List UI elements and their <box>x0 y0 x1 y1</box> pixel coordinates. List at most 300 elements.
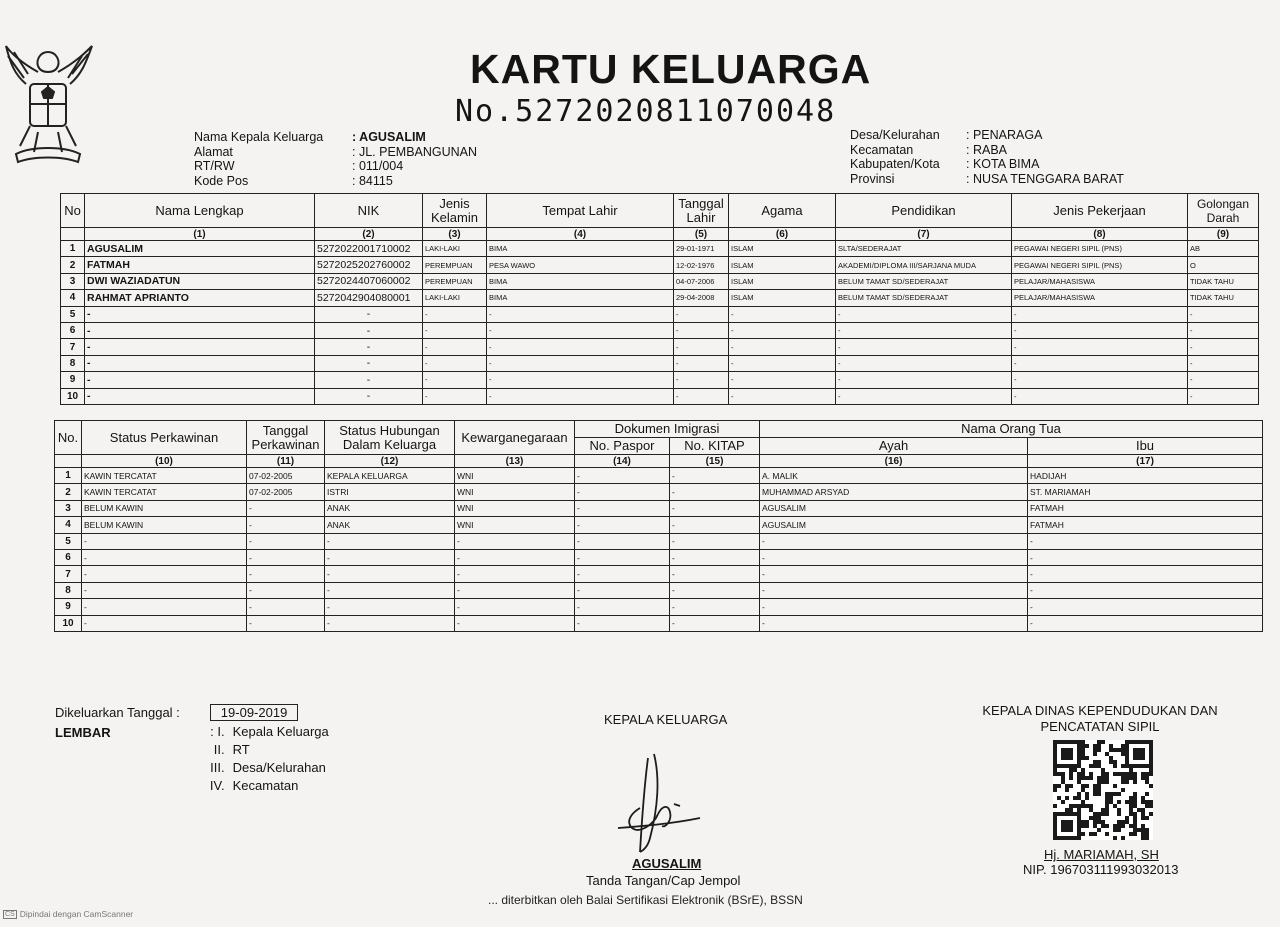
member-no: 10 <box>61 388 85 404</box>
member-name: - <box>85 355 315 371</box>
member-passport: - <box>575 468 670 484</box>
official-name: Hj. MARIAMAH, SH <box>1044 847 1159 862</box>
copy-recipient: RT <box>232 742 250 757</box>
scanner-watermark <box>3 909 133 919</box>
info-label: Kode Pos <box>194 173 249 188</box>
family-card-number: No.5272020811070048 <box>455 94 837 129</box>
column-number: (6) <box>729 228 836 241</box>
member-relationship: - <box>325 566 455 582</box>
province-value: : NUSA TENGGARA BARAT <box>966 172 1124 187</box>
member-father: A. MALIK <box>760 468 1028 484</box>
member-gender: PEREMPUAN <box>423 257 487 273</box>
member-nik: - <box>315 355 423 371</box>
member-blood-type: - <box>1188 306 1259 322</box>
member-citizenship: WNI <box>455 517 575 533</box>
member-birthplace: BIMA <box>487 273 674 289</box>
member-citizenship: - <box>455 582 575 598</box>
member-gender: - <box>423 372 487 388</box>
member-birthdate: 29-01-1971 <box>674 241 729 257</box>
member-mother: - <box>1028 615 1263 631</box>
table-row <box>61 290 1259 306</box>
copy-recipient: Desa/Kelurahan <box>232 760 326 775</box>
copy-roman: IV. <box>209 778 225 793</box>
member-education: - <box>836 322 1012 338</box>
member-name: AGUSALIM <box>85 241 315 257</box>
scanner-note: Dipindai dengan CamScanner <box>19 909 134 919</box>
village-value: : PENARAGA <box>966 128 1042 143</box>
document-title: KARTU KELUARGA <box>470 46 872 92</box>
member-father: - <box>760 615 1028 631</box>
member-religion: ISLAM <box>729 257 836 273</box>
info-label: RT/RW <box>194 159 235 173</box>
garuda-emblem-icon <box>0 42 96 166</box>
table-row <box>61 388 1259 404</box>
column-number-row <box>61 228 1259 241</box>
member-marriage-date: - <box>247 582 325 598</box>
column-number <box>61 228 85 241</box>
col-header-birthplace: Tempat Lahir <box>487 194 674 228</box>
member-mother: - <box>1028 549 1263 565</box>
member-marriage-date: 07-02-2005 <box>247 484 325 500</box>
col-header-no: No <box>61 194 85 228</box>
table-row <box>55 582 1263 598</box>
member-marital-status: - <box>82 566 247 582</box>
col-header-no2: No. <box>55 421 82 455</box>
column-number: (15) <box>670 455 760 468</box>
member-birthdate: - <box>674 339 729 355</box>
member-kitap: - <box>670 517 760 533</box>
member-marriage-date: - <box>247 549 325 565</box>
col-header-immigration: Dokumen Imigrasi <box>575 421 760 438</box>
member-education: BELUM TAMAT SD/SEDERAJAT <box>836 273 1012 289</box>
member-father: AGUSALIM <box>760 517 1028 533</box>
member-passport: - <box>575 500 670 516</box>
member-relationship: KEPALA KELUARGA <box>325 468 455 484</box>
member-father: - <box>760 549 1028 565</box>
member-citizenship: - <box>455 599 575 615</box>
member-marital-status: KAWIN TERCATAT <box>82 484 247 500</box>
member-passport: - <box>575 566 670 582</box>
column-number: (5) <box>674 228 729 241</box>
member-religion: - <box>729 355 836 371</box>
member-marital-status: BELUM KAWIN <box>82 500 247 516</box>
family-members-table <box>60 193 1259 405</box>
member-education: BELUM TAMAT SD/SEDERAJAT <box>836 290 1012 306</box>
table-row <box>61 322 1259 338</box>
col-header-blood-type: Golongan Darah <box>1188 194 1259 228</box>
member-kitap: - <box>670 533 760 549</box>
col-header-citizenship: Kewarganegaraan <box>455 421 575 455</box>
member-nik: 5272024407060002 <box>315 273 423 289</box>
info-label: Kecamatan <box>850 142 914 157</box>
issued-date: 19-09-2019 <box>210 704 299 721</box>
copy-roman: III. <box>210 760 225 775</box>
member-birthdate: 04-07-2006 <box>674 273 729 289</box>
member-citizenship: WNI <box>455 500 575 516</box>
member-no: 9 <box>61 372 85 388</box>
member-religion: - <box>729 306 836 322</box>
member-mother: FATMAH <box>1028 517 1263 533</box>
member-birthplace: - <box>487 322 674 338</box>
col-header-religion: Agama <box>729 194 836 228</box>
info-label: Alamat <box>194 144 233 159</box>
table-row <box>55 599 1263 615</box>
info-label: Kabupaten/Kota <box>850 157 940 171</box>
member-name: RAHMAT APRIANTO <box>85 290 315 306</box>
member-nik: - <box>315 306 423 322</box>
table-row <box>61 257 1259 273</box>
member-nik: - <box>315 372 423 388</box>
member-blood-type: - <box>1188 355 1259 371</box>
member-no: 8 <box>55 582 82 598</box>
city-value: : KOTA BIMA <box>966 157 1039 172</box>
info-label: Nama Kepala Keluarga <box>194 130 324 144</box>
signature-icon <box>614 748 704 858</box>
member-kitap: - <box>670 500 760 516</box>
member-name: - <box>85 388 315 404</box>
column-number: (11) <box>247 455 325 468</box>
member-occupation: PELAJAR/MAHASISWA <box>1012 273 1188 289</box>
table-row <box>61 241 1259 257</box>
member-education: - <box>836 306 1012 322</box>
member-relationship: ANAK <box>325 517 455 533</box>
member-gender: LAKI-LAKI <box>423 290 487 306</box>
member-occupation: PEGAWAI NEGERI SIPIL (PNS) <box>1012 257 1188 273</box>
postal-code-value: : 84115 <box>352 174 393 189</box>
member-no: 3 <box>55 500 82 516</box>
copy-distribution-list <box>199 723 329 795</box>
member-occupation: PELAJAR/MAHASISWA <box>1012 290 1188 306</box>
header-info-left <box>194 130 477 188</box>
member-marital-status: - <box>82 549 247 565</box>
member-name: FATMAH <box>85 257 315 273</box>
member-occupation: - <box>1012 388 1188 404</box>
member-no: 1 <box>61 241 85 257</box>
member-gender: LAKI-LAKI <box>423 241 487 257</box>
member-occupation: - <box>1012 372 1188 388</box>
member-no: 2 <box>55 484 82 500</box>
member-citizenship: - <box>455 615 575 631</box>
table-row <box>55 533 1263 549</box>
column-number: (14) <box>575 455 670 468</box>
member-religion: - <box>729 388 836 404</box>
member-education: - <box>836 355 1012 371</box>
member-gender: - <box>423 388 487 404</box>
member-marriage-date: - <box>247 566 325 582</box>
member-marital-status: - <box>82 582 247 598</box>
member-kitap: - <box>670 599 760 615</box>
member-occupation: - <box>1012 322 1188 338</box>
member-marriage-date: 07-02-2005 <box>247 468 325 484</box>
member-education: - <box>836 372 1012 388</box>
member-relationship: ISTRI <box>325 484 455 500</box>
column-number: (12) <box>325 455 455 468</box>
col-header-passport: No. Paspor <box>575 438 670 455</box>
table-row <box>61 306 1259 322</box>
member-passport: - <box>575 615 670 631</box>
official-title: KEPALA DINAS KEPENDUDUKAN DAN PENCATATAN SIPIL <box>982 703 1218 734</box>
member-birthplace: - <box>487 372 674 388</box>
member-passport: - <box>575 549 670 565</box>
member-marriage-date: - <box>247 533 325 549</box>
table-row <box>55 566 1263 582</box>
col-header-gender: Jenis Kelamin <box>423 194 487 228</box>
member-blood-type: - <box>1188 339 1259 355</box>
official-nip: NIP. 196703111993032013 <box>1023 862 1179 877</box>
member-birthdate: - <box>674 355 729 371</box>
member-marital-status: BELUM KAWIN <box>82 517 247 533</box>
member-marital-status: - <box>82 533 247 549</box>
column-number: (4) <box>487 228 674 241</box>
copy-roman: II. <box>213 742 225 757</box>
member-blood-type: - <box>1188 388 1259 404</box>
member-no: 2 <box>61 257 85 273</box>
member-marriage-date: - <box>247 615 325 631</box>
column-number: (8) <box>1012 228 1188 241</box>
member-citizenship: WNI <box>455 468 575 484</box>
member-blood-type: - <box>1188 372 1259 388</box>
member-father: MUHAMMAD ARSYAD <box>760 484 1028 500</box>
member-relationship: - <box>325 582 455 598</box>
column-number <box>55 455 82 468</box>
member-name: - <box>85 322 315 338</box>
table-row <box>55 484 1263 500</box>
member-occupation: - <box>1012 306 1188 322</box>
table-row <box>61 273 1259 289</box>
table-row <box>55 615 1263 631</box>
member-no: 5 <box>55 533 82 549</box>
member-occupation: - <box>1012 339 1188 355</box>
qr-code-icon <box>1048 740 1158 840</box>
signature-caption: Tanda Tangan/Cap Jempol <box>586 873 741 888</box>
col-header-kitap: No. KITAP <box>670 438 760 455</box>
member-no: 6 <box>61 322 85 338</box>
member-birthplace: BIMA <box>487 241 674 257</box>
member-birthdate: - <box>674 322 729 338</box>
member-citizenship: - <box>455 533 575 549</box>
camscanner-logo-icon: CS <box>5 910 15 918</box>
header-info-right <box>850 128 1124 186</box>
bsre-certificate-note: ... diterbitkan oleh Balai Sertifikasi Elektronik (BSrE), BSSN <box>488 893 803 907</box>
member-name: - <box>85 339 315 355</box>
member-mother: - <box>1028 566 1263 582</box>
member-birthplace: - <box>487 388 674 404</box>
table-row <box>55 549 1263 565</box>
table-row <box>55 468 1263 484</box>
member-birthplace: BIMA <box>487 290 674 306</box>
table-row <box>55 517 1263 533</box>
member-citizenship: - <box>455 566 575 582</box>
rt-rw-value: : 011/004 <box>352 159 403 174</box>
member-kitap: - <box>670 549 760 565</box>
column-number: (16) <box>760 455 1028 468</box>
head-of-family-title: KEPALA KELUARGA <box>604 712 728 727</box>
member-no: 9 <box>55 599 82 615</box>
member-birthplace: - <box>487 355 674 371</box>
member-blood-type: TIDAK TAHU <box>1188 290 1259 306</box>
member-mother: - <box>1028 533 1263 549</box>
member-nik: - <box>315 322 423 338</box>
issued-label: Dikeluarkan Tanggal : <box>55 705 180 720</box>
member-no: 8 <box>61 355 85 371</box>
member-relationship: - <box>325 599 455 615</box>
district-value: : RABA <box>966 143 1007 158</box>
member-kitap: - <box>670 615 760 631</box>
member-nik: - <box>315 339 423 355</box>
member-passport: - <box>575 484 670 500</box>
col-header-father: Ayah <box>760 438 1028 455</box>
member-no: 7 <box>61 339 85 355</box>
member-birthplace: - <box>487 339 674 355</box>
member-religion: ISLAM <box>729 290 836 306</box>
member-relationship: - <box>325 549 455 565</box>
member-father: AGUSALIM <box>760 500 1028 516</box>
column-number-row <box>55 455 1263 468</box>
member-passport: - <box>575 582 670 598</box>
member-citizenship: WNI <box>455 484 575 500</box>
col-header-marriage-date: Tanggal Perkawinan <box>247 421 325 455</box>
member-relationship: ANAK <box>325 500 455 516</box>
member-education: - <box>836 388 1012 404</box>
member-mother: HADIJAH <box>1028 468 1263 484</box>
member-blood-type: - <box>1188 322 1259 338</box>
member-birthdate: - <box>674 306 729 322</box>
address-value: : JL. PEMBANGUNAN <box>352 145 477 160</box>
table-row <box>55 500 1263 516</box>
member-nik: 5272042904080001 <box>315 290 423 306</box>
member-mother: - <box>1028 599 1263 615</box>
member-no: 7 <box>55 566 82 582</box>
copy-roman: : I. <box>210 724 225 739</box>
member-citizenship: - <box>455 549 575 565</box>
member-mother: FATMAH <box>1028 500 1263 516</box>
member-birthdate: 12-02-1976 <box>674 257 729 273</box>
member-birthdate: - <box>674 372 729 388</box>
member-occupation: PEGAWAI NEGERI SIPIL (PNS) <box>1012 241 1188 257</box>
member-father: - <box>760 599 1028 615</box>
table-row <box>61 372 1259 388</box>
col-header-occupation: Jenis Pekerjaan <box>1012 194 1188 228</box>
member-marriage-date: - <box>247 500 325 516</box>
copy-recipient: Kecamatan <box>232 778 299 793</box>
table-row <box>61 339 1259 355</box>
member-birthdate: - <box>674 388 729 404</box>
member-father: - <box>760 582 1028 598</box>
member-father: - <box>760 533 1028 549</box>
member-nik: - <box>315 388 423 404</box>
col-header-name: Nama Lengkap <box>85 194 315 228</box>
member-no: 4 <box>55 517 82 533</box>
member-birthdate: 29-04-2008 <box>674 290 729 306</box>
member-nik: 5272025202760002 <box>315 257 423 273</box>
member-name: - <box>85 306 315 322</box>
member-education: - <box>836 339 1012 355</box>
member-education: AKADEMI/DIPLOMA III/SARJANA MUDA <box>836 257 1012 273</box>
table-row <box>61 355 1259 371</box>
info-label: Desa/Kelurahan <box>850 128 940 142</box>
member-education: SLTA/SEDERAJAT <box>836 241 1012 257</box>
member-religion: - <box>729 339 836 355</box>
member-no: 5 <box>61 306 85 322</box>
head-of-family-value: : AGUSALIM <box>352 130 426 145</box>
member-kitap: - <box>670 582 760 598</box>
member-religion: - <box>729 322 836 338</box>
column-number: (17) <box>1028 455 1263 468</box>
member-religion: ISLAM <box>729 241 836 257</box>
column-number: (1) <box>85 228 315 241</box>
member-birthplace: PESA WAWO <box>487 257 674 273</box>
member-birthplace: - <box>487 306 674 322</box>
member-gender: - <box>423 355 487 371</box>
member-religion: ISLAM <box>729 273 836 289</box>
col-header-education: Pendidikan <box>836 194 1012 228</box>
member-kitap: - <box>670 468 760 484</box>
member-gender: - <box>423 339 487 355</box>
member-relationship: - <box>325 615 455 631</box>
member-father: - <box>760 566 1028 582</box>
member-kitap: - <box>670 484 760 500</box>
copy-recipient: Kepala Keluarga <box>232 724 329 739</box>
member-blood-type: O <box>1188 257 1259 273</box>
member-passport: - <box>575 599 670 615</box>
member-gender: - <box>423 322 487 338</box>
col-header-parents: Nama Orang Tua <box>760 421 1263 438</box>
member-marriage-date: - <box>247 517 325 533</box>
member-gender: PEREMPUAN <box>423 273 487 289</box>
column-number: (9) <box>1188 228 1259 241</box>
member-occupation: - <box>1012 355 1188 371</box>
member-mother: - <box>1028 582 1263 598</box>
column-number: (7) <box>836 228 1012 241</box>
col-header-birthdate: Tanggal Lahir <box>674 194 729 228</box>
member-marital-status: - <box>82 599 247 615</box>
member-blood-type: AB <box>1188 241 1259 257</box>
info-label: Provinsi <box>850 171 895 186</box>
member-relationship: - <box>325 533 455 549</box>
member-no: 3 <box>61 273 85 289</box>
member-religion: - <box>729 372 836 388</box>
col-header-marital-status: Status Perkawinan <box>82 421 247 455</box>
issue-info <box>55 704 329 795</box>
member-marriage-date: - <box>247 599 325 615</box>
col-header-mother: Ibu <box>1028 438 1263 455</box>
member-nik: 5272022001710002 <box>315 241 423 257</box>
civil-status-table <box>54 420 1263 632</box>
member-passport: - <box>575 517 670 533</box>
col-header-nik: NIK <box>315 194 423 228</box>
column-number: (13) <box>455 455 575 468</box>
column-number: (10) <box>82 455 247 468</box>
member-marital-status: - <box>82 615 247 631</box>
member-kitap: - <box>670 566 760 582</box>
column-number: (2) <box>315 228 423 241</box>
member-blood-type: TIDAK TAHU <box>1188 273 1259 289</box>
member-name: - <box>85 372 315 388</box>
column-number: (3) <box>423 228 487 241</box>
member-passport: - <box>575 533 670 549</box>
member-marital-status: KAWIN TERCATAT <box>82 468 247 484</box>
member-no: 10 <box>55 615 82 631</box>
member-no: 1 <box>55 468 82 484</box>
lembar-label: LEMBAR <box>55 725 111 740</box>
member-mother: ST. MARIAMAH <box>1028 484 1263 500</box>
member-no: 6 <box>55 549 82 565</box>
member-no: 4 <box>61 290 85 306</box>
member-gender: - <box>423 306 487 322</box>
head-of-family-name: AGUSALIM <box>632 856 702 871</box>
col-header-relationship: Status Hubungan Dalam Keluarga <box>325 421 455 455</box>
member-name: DWI WAZIADATUN <box>85 273 315 289</box>
